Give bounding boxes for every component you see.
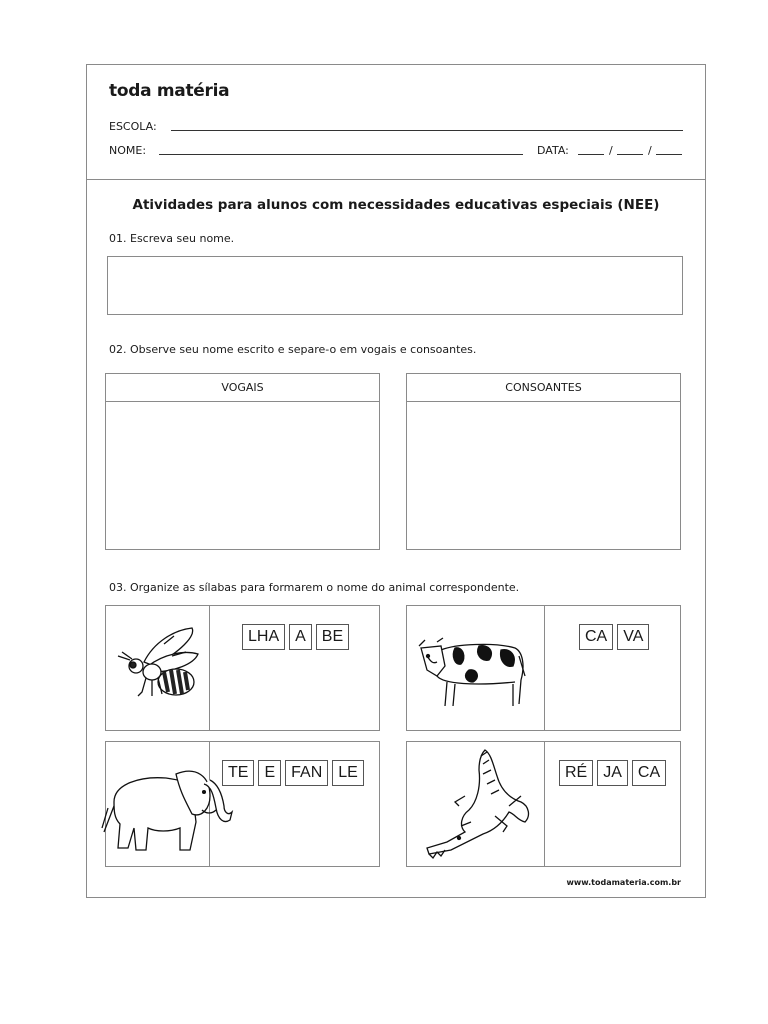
syllable-tile[interactable]: FAN <box>285 760 328 786</box>
date-month-line[interactable] <box>617 154 643 155</box>
syllable-tile[interactable]: TE <box>222 760 254 786</box>
syllable-tile[interactable]: LHA <box>242 624 285 650</box>
animal-card-elephant <box>105 741 380 867</box>
consonants-header: CONSOANTES <box>407 374 680 402</box>
consonants-table[interactable] <box>406 373 681 550</box>
page-title: Atividades para alunos com necessidades educativas especiais (NEE) <box>132 197 660 213</box>
syllable-group <box>222 760 364 786</box>
date-label: DATA: <box>537 144 569 157</box>
cow-illustration <box>415 636 529 712</box>
syllable-tile[interactable]: A <box>289 624 312 650</box>
school-label: ESCOLA: <box>109 120 157 133</box>
syllable-tile[interactable]: JA <box>597 760 628 786</box>
question-1: 01. Escreva seu nome. <box>109 232 235 245</box>
name-label: NOME: <box>109 144 147 157</box>
bee-illustration <box>114 622 202 706</box>
animal-card-bee <box>105 605 380 731</box>
syllable-tile[interactable]: E <box>258 760 281 786</box>
card-divider <box>544 606 545 730</box>
card-divider <box>209 606 210 730</box>
header-divider <box>87 179 705 180</box>
syllable-group <box>579 624 649 650</box>
question-2: 02. Observe seu nome escrito e separe-o em vogais e consoantes. <box>109 343 477 356</box>
question-3: 03. Organize as sílabas para formarem o nome do animal correspondente. <box>109 581 520 594</box>
date-year-line[interactable] <box>656 154 682 155</box>
school-line[interactable] <box>171 130 683 131</box>
syllable-tile[interactable]: CA <box>579 624 613 650</box>
date-day-line[interactable] <box>578 154 604 155</box>
alligator-illustration <box>425 746 535 862</box>
card-divider <box>544 742 545 866</box>
syllable-tile[interactable]: RÉ <box>559 760 593 786</box>
brand-logo: toda matéria <box>109 81 230 101</box>
syllable-tile[interactable]: VA <box>617 624 649 650</box>
date-separator: / <box>609 144 613 157</box>
worksheet <box>86 64 706 898</box>
syllable-tile[interactable]: LE <box>332 760 364 786</box>
name-line[interactable] <box>159 154 523 155</box>
syllable-group <box>559 760 666 786</box>
elephant-illustration <box>100 762 234 858</box>
animal-card-alligator <box>406 741 681 867</box>
syllable-group <box>242 624 349 650</box>
syllable-tile[interactable]: CA <box>632 760 666 786</box>
animal-card-cow <box>406 605 681 731</box>
vowels-header: VOGAIS <box>106 374 379 402</box>
footer-url: www.todamateria.com.br <box>566 878 681 887</box>
name-answer-box[interactable] <box>107 256 683 315</box>
vowels-table[interactable] <box>105 373 380 550</box>
date-separator: / <box>648 144 652 157</box>
syllable-tile[interactable]: BE <box>316 624 349 650</box>
